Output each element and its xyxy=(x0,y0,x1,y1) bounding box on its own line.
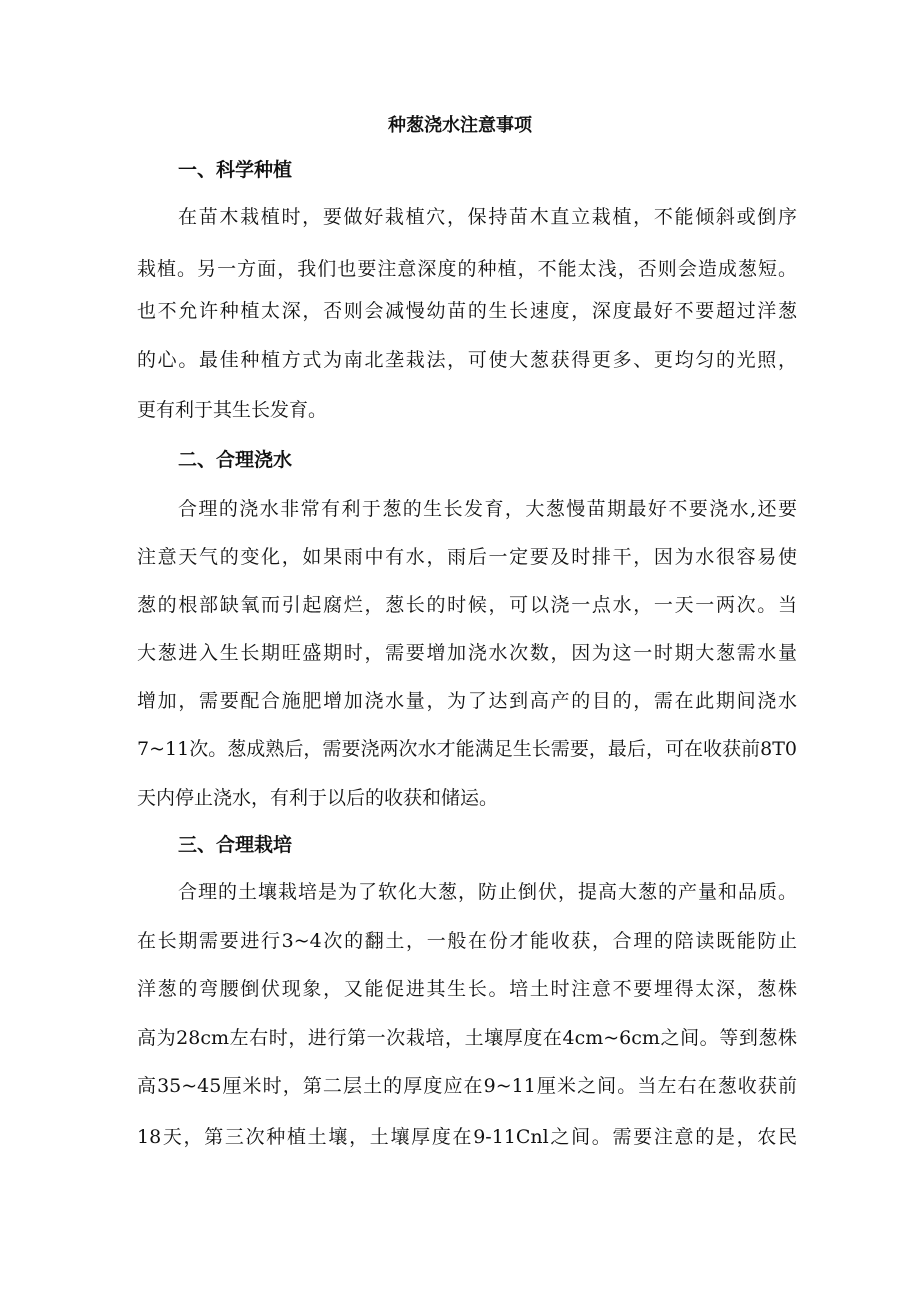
paragraph-line: 更有利于其生长发育。 xyxy=(137,399,328,421)
paragraph-line: 也不允许种植太深，否则会减慢幼苗的生长速度，深度最好不要超过洋葱 xyxy=(137,300,797,322)
paragraph-line: 7~11次。葱成熟后，需要浇两次水才能满足生长需要，最后，可在收获前8T0 xyxy=(137,738,797,760)
section-heading-2: 二、合理浇水 xyxy=(178,449,293,471)
paragraph-line: 注意天气的变化，如果雨中有水，雨后一定要及时排干，因为水很容易使 xyxy=(137,546,797,568)
paragraph-line: 18天，第三次种植土壤，土壤厚度在9-11Cnl之间。需要注意的是，农民 xyxy=(137,1126,797,1148)
paragraph-line: 合理的浇水非常有利于葱的生长发育，大葱慢苗期最好不要浇水,还要 xyxy=(178,498,797,520)
paragraph-line: 大葱进入生长期旺盛期时，需要增加浇水次数，因为这一时期大葱需水量 xyxy=(137,642,797,664)
paragraph-line: 在长期需要进行3~4次的翻土，一般在份才能收获，合理的陪读既能防止 xyxy=(137,930,797,952)
paragraph-line: 葱的根部缺氧而引起腐烂，葱长的时候，可以浇一点水，一天一两次。当 xyxy=(137,594,797,616)
page-title: 种葱浇水注意事项 xyxy=(388,115,532,136)
paragraph-line: 天内停止浇水，有利于以后的收获和储运。 xyxy=(137,787,499,809)
paragraph-line: 合理的土壤栽培是为了软化大葱，防止倒伏，提高大葱的产量和品质。 xyxy=(178,881,797,903)
paragraph-line: 高为28cm左右时，进行第一次栽培，土壤厚度在4cm~6cm之间。等到葱株 xyxy=(137,1027,797,1049)
paragraph-line: 栽植。另一方面，我们也要注意深度的种植，不能太浅，否则会造成葱短。 xyxy=(137,258,797,280)
paragraph-line: 洋葱的弯腰倒伏现象，又能促进其生长。培土时注意不要埋得太深，葱株 xyxy=(137,978,797,1000)
paragraph-line: 在苗木栽植时，要做好栽植穴，保持苗木直立栽植，不能倾斜或倒序 xyxy=(178,206,797,228)
section-heading-3: 三、合理栽培 xyxy=(178,834,293,856)
paragraph-line: 的心。最佳种植方式为南北垄栽法，可使大葱获得更多、更均匀的光照， xyxy=(137,349,797,371)
paragraph-line: 高35~45厘米时，第二层土的厚度应在9~11厘米之间。当左右在葱收获前 xyxy=(137,1075,797,1097)
section-heading-1: 一、科学种植 xyxy=(178,159,293,181)
paragraph-line: 增加，需要配合施肥增加浇水量，为了达到高产的目的，需在此期间浇水 xyxy=(137,690,797,712)
